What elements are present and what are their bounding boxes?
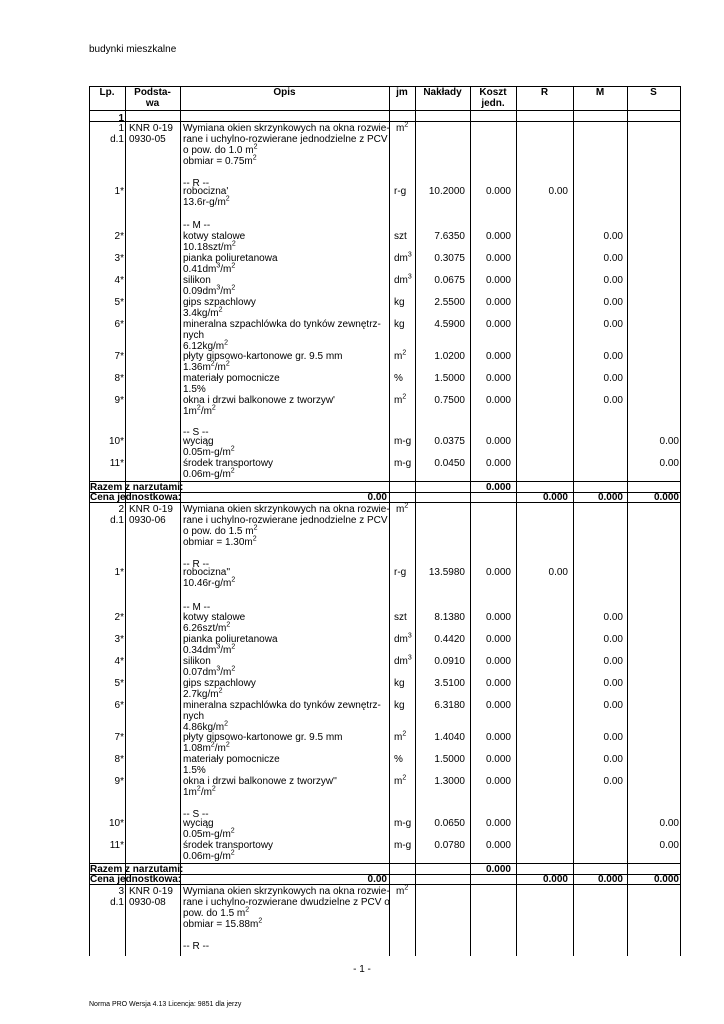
- resource-cost: 0.000: [485, 351, 511, 362]
- resource-s-value: 0.00: [659, 840, 679, 851]
- sum-s: 0.000: [653, 492, 679, 503]
- resource-cost: 0.000: [485, 186, 511, 197]
- position-unit: $m^2$: [396, 121, 409, 134]
- razem-label: Razem z narzutami:: [90, 864, 184, 875]
- position-number: 2: [118, 504, 124, 515]
- resource-m-value: 0.00: [603, 776, 623, 787]
- resource-unit: m-g: [394, 818, 412, 829]
- resource-quantity: 4.5900: [434, 319, 465, 330]
- position-subnumber: d.1: [110, 897, 124, 908]
- resource-unit: m-g: [394, 840, 412, 851]
- resource-norm: $0.05m-g/m^2$: [183, 827, 235, 840]
- column-divider: [180, 86, 181, 956]
- resource-m-value: 0.00: [603, 754, 623, 765]
- resource-unit: szt: [394, 612, 407, 623]
- resource-cost: 0.000: [485, 840, 511, 851]
- resource-unit: %: [394, 373, 403, 384]
- column-header-podstawa: Podsta- wa: [134, 87, 171, 109]
- resource-unit: $m^2$: [394, 774, 407, 787]
- resource-norm: $6.12kg/m^2$: [183, 339, 229, 352]
- resource-norm: $1m^2/m^2$: [183, 785, 216, 798]
- row-number: 9*: [114, 395, 124, 406]
- position-code: KNR 0-19: [129, 504, 173, 515]
- resource-name: materiały pomocnicze: [183, 373, 280, 384]
- row-number: 1*: [114, 567, 124, 578]
- sum-r: 0.000: [542, 874, 568, 885]
- column-header-r: R: [540, 87, 549, 98]
- row-number: 9*: [114, 776, 124, 787]
- position-code: 0930-05: [129, 134, 166, 145]
- resource-name: wyciąg: [183, 818, 214, 829]
- resource-norm: $3.4kg/m^2$: [183, 306, 223, 319]
- resource-r-value: 0.00: [548, 186, 568, 197]
- resource-quantity: 7.6350: [434, 231, 465, 242]
- resource-cost: 0.000: [485, 275, 511, 286]
- resource-norm: 1.5%: [183, 765, 206, 776]
- resource-m-value: 0.00: [603, 656, 623, 667]
- resource-quantity: 1.3000: [434, 776, 465, 787]
- column-header-opis: Opis: [273, 87, 296, 98]
- column-divider: [470, 86, 471, 956]
- group-header-r: -- R --: [183, 178, 210, 189]
- resource-m-value: 0.00: [603, 351, 623, 362]
- resource-name: kotwy stalowe: [183, 612, 246, 623]
- resource-m-value: 0.00: [603, 732, 623, 743]
- resource-name: wyciąg: [183, 436, 214, 447]
- resource-quantity: 1.5000: [434, 373, 465, 384]
- resource-m-value: 0.00: [603, 700, 623, 711]
- column-header-jm: jm: [396, 87, 408, 98]
- resource-unit: $dm^3$: [394, 273, 412, 286]
- resource-quantity: 2.5500: [434, 297, 465, 308]
- resource-name: gips szpachlowy: [183, 678, 256, 689]
- row-number: 11*: [109, 458, 124, 469]
- position-description-line: o pow. do 1.0 $m^2$: [183, 143, 258, 156]
- right-border: [680, 86, 681, 956]
- resource-norm: $6.26szt/m^2$: [183, 621, 231, 634]
- resource-m-value: 0.00: [603, 253, 623, 264]
- group-header-m: -- M --: [183, 602, 211, 613]
- resource-norm: $0.06m-g/m^2$: [183, 849, 235, 862]
- resource-quantity: 0.7500: [434, 395, 465, 406]
- resource-unit: szt: [394, 231, 407, 242]
- row-number: 8*: [114, 373, 124, 384]
- license-info: Norma PRO Wersja 4.13 Licencja: 9851 dla jerzy: [89, 1001, 242, 1008]
- resource-name: robocizna'': [183, 567, 231, 578]
- resource-unit: $dm^3$: [394, 251, 412, 264]
- column-divider: [516, 86, 517, 956]
- row-number: 10*: [108, 818, 124, 829]
- resource-quantity: 0.0375: [434, 436, 465, 447]
- resource-quantity: 0.4420: [434, 634, 465, 645]
- row-number: 7*: [114, 732, 124, 743]
- row-number: 5*: [114, 297, 124, 308]
- position-code: KNR 0-19: [129, 123, 173, 134]
- row-number: 7*: [114, 351, 124, 362]
- sum-m: 0.000: [597, 492, 623, 503]
- group-header-r: -- R --: [183, 941, 210, 952]
- row-number: 1*: [114, 186, 124, 197]
- resource-m-value: 0.00: [603, 612, 623, 623]
- resource-r-value: 0.00: [548, 567, 568, 578]
- position-description-line: rane i uchylno-rozwierane dwudzielne z PCV o: [183, 897, 390, 908]
- resource-norm: $0.07dm^3/m^2$: [183, 665, 236, 678]
- resource-norm: $0.34dm^3/m^2$: [183, 643, 236, 656]
- resource-cost: 0.000: [485, 436, 511, 447]
- resource-norm: $13.6r-g/m^2$: [183, 195, 230, 208]
- column-header-s: S: [650, 87, 657, 98]
- resource-name-cont: nych: [183, 330, 205, 341]
- resource-name: płyty gipsowo-kartonowe gr. 9.5 mm: [183, 351, 343, 362]
- resource-unit: %: [394, 754, 403, 765]
- resource-cost: 0.000: [485, 458, 511, 469]
- cena-value: 0.00: [367, 874, 387, 885]
- row-number: 5*: [114, 678, 124, 689]
- resource-name: płyty gipsowo-kartonowe gr. 9.5 mm: [183, 732, 343, 743]
- resource-cost: 0.000: [485, 297, 511, 308]
- resource-name: kotwy stalowe: [183, 231, 246, 242]
- resource-cost: 0.000: [485, 231, 511, 242]
- resource-name: środek transportowy: [183, 458, 274, 469]
- position-code: KNR 0-19: [129, 886, 173, 897]
- resource-m-value: 0.00: [603, 319, 623, 330]
- resource-unit: $dm^3$: [394, 654, 412, 667]
- cena-value: 0.00: [367, 492, 387, 503]
- position-description-line: rane i uchylno-rozwierane jednodzielne z PCV: [183, 134, 388, 145]
- resource-m-value: 0.00: [603, 231, 623, 242]
- resource-unit: $m^2$: [394, 730, 407, 743]
- column-header-m: M: [595, 87, 605, 98]
- razem-cost: 0.000: [485, 864, 511, 875]
- resource-cost: 0.000: [485, 732, 511, 743]
- row-number: 6*: [114, 700, 124, 711]
- resource-name: pianka poliuretanowa: [183, 634, 278, 645]
- resource-name: materiały pomocnicze: [183, 754, 280, 765]
- column-divider: [389, 86, 390, 956]
- section-number: 1: [118, 113, 124, 124]
- resource-norm: $10.18szt/m^2$: [183, 240, 236, 253]
- resource-quantity: 1.0200: [434, 351, 465, 362]
- resource-quantity: 0.0650: [434, 818, 465, 829]
- sum-m: 0.000: [597, 874, 623, 885]
- cost-estimate-table: [89, 86, 680, 956]
- position-description-line: Wymiana okien skrzynkowych na okna rozwie-: [183, 504, 390, 515]
- resource-m-value: 0.00: [603, 678, 623, 689]
- resource-norm: $1.08m^2/m^2$: [183, 741, 230, 754]
- resource-unit: kg: [394, 700, 405, 711]
- resource-unit: $dm^3$: [394, 632, 412, 645]
- resource-unit: m-g: [394, 436, 412, 447]
- resource-cost: 0.000: [485, 253, 511, 264]
- resource-quantity: 0.0675: [434, 275, 465, 286]
- resource-m-value: 0.00: [603, 634, 623, 645]
- resource-quantity: 13.5980: [428, 567, 465, 578]
- position-number: 1: [118, 123, 124, 134]
- resource-cost: 0.000: [485, 567, 511, 578]
- row-number: 10*: [108, 436, 124, 447]
- position-description-line: obmiar = $0.75m^2$: [183, 154, 257, 167]
- row-number: 3*: [114, 634, 124, 645]
- page-number: - 1 -: [353, 964, 371, 975]
- sum-s: 0.000: [653, 874, 679, 885]
- resource-cost: 0.000: [485, 818, 511, 829]
- position-number: 3: [118, 886, 124, 897]
- resource-name: silikon: [183, 275, 211, 286]
- resource-quantity: 0.3075: [434, 253, 465, 264]
- row-number: 6*: [114, 319, 124, 330]
- resource-name-cont: nych: [183, 711, 205, 722]
- resource-quantity: 0.0450: [434, 458, 465, 469]
- resource-name: pianka poliuretanowa: [183, 253, 278, 264]
- group-header-m: -- M --: [183, 220, 211, 231]
- group-header-s: -- S --: [183, 427, 209, 438]
- resource-name: mineralna szpachlówka do tynków zewnętrz-: [183, 319, 381, 330]
- resource-s-value: 0.00: [659, 458, 679, 469]
- resource-unit: m-g: [394, 458, 412, 469]
- cena-label: Cena jednostkowa:: [90, 874, 182, 885]
- resource-m-value: 0.00: [603, 373, 623, 384]
- position-description-line: rane i uchylno-rozwierane jednodzielne z PCV: [183, 515, 388, 526]
- resource-quantity: 0.0910: [434, 656, 465, 667]
- resource-cost: 0.000: [485, 373, 511, 384]
- resource-unit: kg: [394, 319, 405, 330]
- resource-norm: $4.86kg/m^2$: [183, 720, 229, 733]
- resource-name: silikon: [183, 656, 211, 667]
- row-number: 8*: [114, 754, 124, 765]
- resource-m-value: 0.00: [603, 395, 623, 406]
- resource-cost: 0.000: [485, 776, 511, 787]
- resource-m-value: 0.00: [603, 297, 623, 308]
- column-header-koszt: Koszt jedn.: [479, 87, 507, 109]
- sum-r: 0.000: [542, 492, 568, 503]
- column-header-naklady: Nakłady: [423, 87, 462, 98]
- resource-name: okna i drzwi balkonowe z tworzyw': [183, 395, 335, 406]
- position-description-line: obmiar = $1.30m^2$: [183, 535, 257, 548]
- resource-cost: 0.000: [485, 754, 511, 765]
- resource-name: mineralna szpachlówka do tynków zewnętrz-: [183, 700, 381, 711]
- resource-unit: r-g: [394, 186, 407, 197]
- resource-name: robocizna': [183, 186, 229, 197]
- resource-norm: $0.41dm^3/m^2$: [183, 262, 236, 275]
- resource-unit: r-g: [394, 567, 407, 578]
- resource-quantity: 8.1380: [434, 612, 465, 623]
- column-divider: [415, 86, 416, 956]
- resource-quantity: 0.0780: [434, 840, 465, 851]
- resource-norm: $10.46r-g/m^2$: [183, 576, 236, 589]
- position-subnumber: d.1: [110, 134, 124, 145]
- position-subnumber: d.1: [110, 515, 124, 526]
- column-divider: [627, 86, 628, 956]
- section-row-border: [89, 121, 680, 122]
- row-number: 4*: [114, 275, 124, 286]
- resource-norm: $1m^2/m^2$: [183, 404, 216, 417]
- resource-cost: 0.000: [485, 319, 511, 330]
- position-description-line: Wymiana okien skrzynkowych na okna rozwie-: [183, 886, 390, 897]
- position-code: 0930-06: [129, 515, 166, 526]
- resource-unit: $m^2$: [394, 393, 407, 406]
- position-description-line: Wymiana okien skrzynkowych na okna rozwie-: [183, 123, 390, 134]
- document-title: budynki mieszkalne: [89, 44, 177, 55]
- position-unit: $m^2$: [396, 502, 409, 515]
- resource-norm: $1.36m^2/m^2$: [183, 360, 230, 373]
- resource-norm: $0.06m-g/m^2$: [183, 467, 235, 480]
- resource-name: gips szpachlowy: [183, 297, 256, 308]
- resource-norm: $2.7kg/m^2$: [183, 687, 223, 700]
- resource-quantity: 1.5000: [434, 754, 465, 765]
- group-header-r: -- R --: [183, 559, 210, 570]
- resource-quantity: 10.2000: [428, 186, 465, 197]
- resource-unit: $m^2$: [394, 349, 407, 362]
- row-number: 11*: [109, 840, 124, 851]
- summary-bottom-border: [89, 502, 680, 503]
- resource-cost: 0.000: [485, 612, 511, 623]
- position-description-line: o pow. do 1.5 $m^2$: [183, 524, 258, 537]
- position-description-line: pow. do 1.5 $m^2$: [183, 906, 250, 919]
- header-bottom-border: [89, 110, 680, 111]
- position-unit: $m^2$: [396, 884, 409, 897]
- resource-name: środek transportowy: [183, 840, 274, 851]
- position-description-line: obmiar = $15.88m^2$: [183, 917, 263, 930]
- resource-s-value: 0.00: [659, 818, 679, 829]
- resource-cost: 0.000: [485, 700, 511, 711]
- resource-cost: 0.000: [485, 678, 511, 689]
- row-number: 3*: [114, 253, 124, 264]
- left-border: [89, 86, 90, 956]
- resource-quantity: 1.4040: [434, 732, 465, 743]
- row-number: 4*: [114, 656, 124, 667]
- resource-quantity: 6.3180: [434, 700, 465, 711]
- razem-label: Razem z narzutami:: [90, 482, 184, 493]
- resource-name: okna i drzwi balkonowe z tworzyw'': [183, 776, 337, 787]
- resource-norm: 1.5%: [183, 384, 206, 395]
- column-divider: [125, 86, 126, 956]
- resource-quantity: 3.5100: [434, 678, 465, 689]
- row-number: 2*: [114, 231, 124, 242]
- resource-cost: 0.000: [485, 395, 511, 406]
- position-code: 0930-08: [129, 897, 166, 908]
- resource-m-value: 0.00: [603, 275, 623, 286]
- group-header-s: -- S --: [183, 809, 209, 820]
- column-divider: [573, 86, 574, 956]
- row-number: 2*: [114, 612, 124, 623]
- razem-cost: 0.000: [485, 482, 511, 493]
- resource-norm: $0.09dm^3/m^2$: [183, 284, 236, 297]
- resource-s-value: 0.00: [659, 436, 679, 447]
- cena-label: Cena jednostkowa:: [90, 492, 182, 503]
- column-header-lp: Lp.: [99, 87, 115, 98]
- resource-unit: kg: [394, 678, 405, 689]
- resource-cost: 0.000: [485, 656, 511, 667]
- resource-norm: $0.05m-g/m^2$: [183, 445, 235, 458]
- summary-bottom-border: [89, 884, 680, 885]
- resource-cost: 0.000: [485, 634, 511, 645]
- resource-unit: kg: [394, 297, 405, 308]
